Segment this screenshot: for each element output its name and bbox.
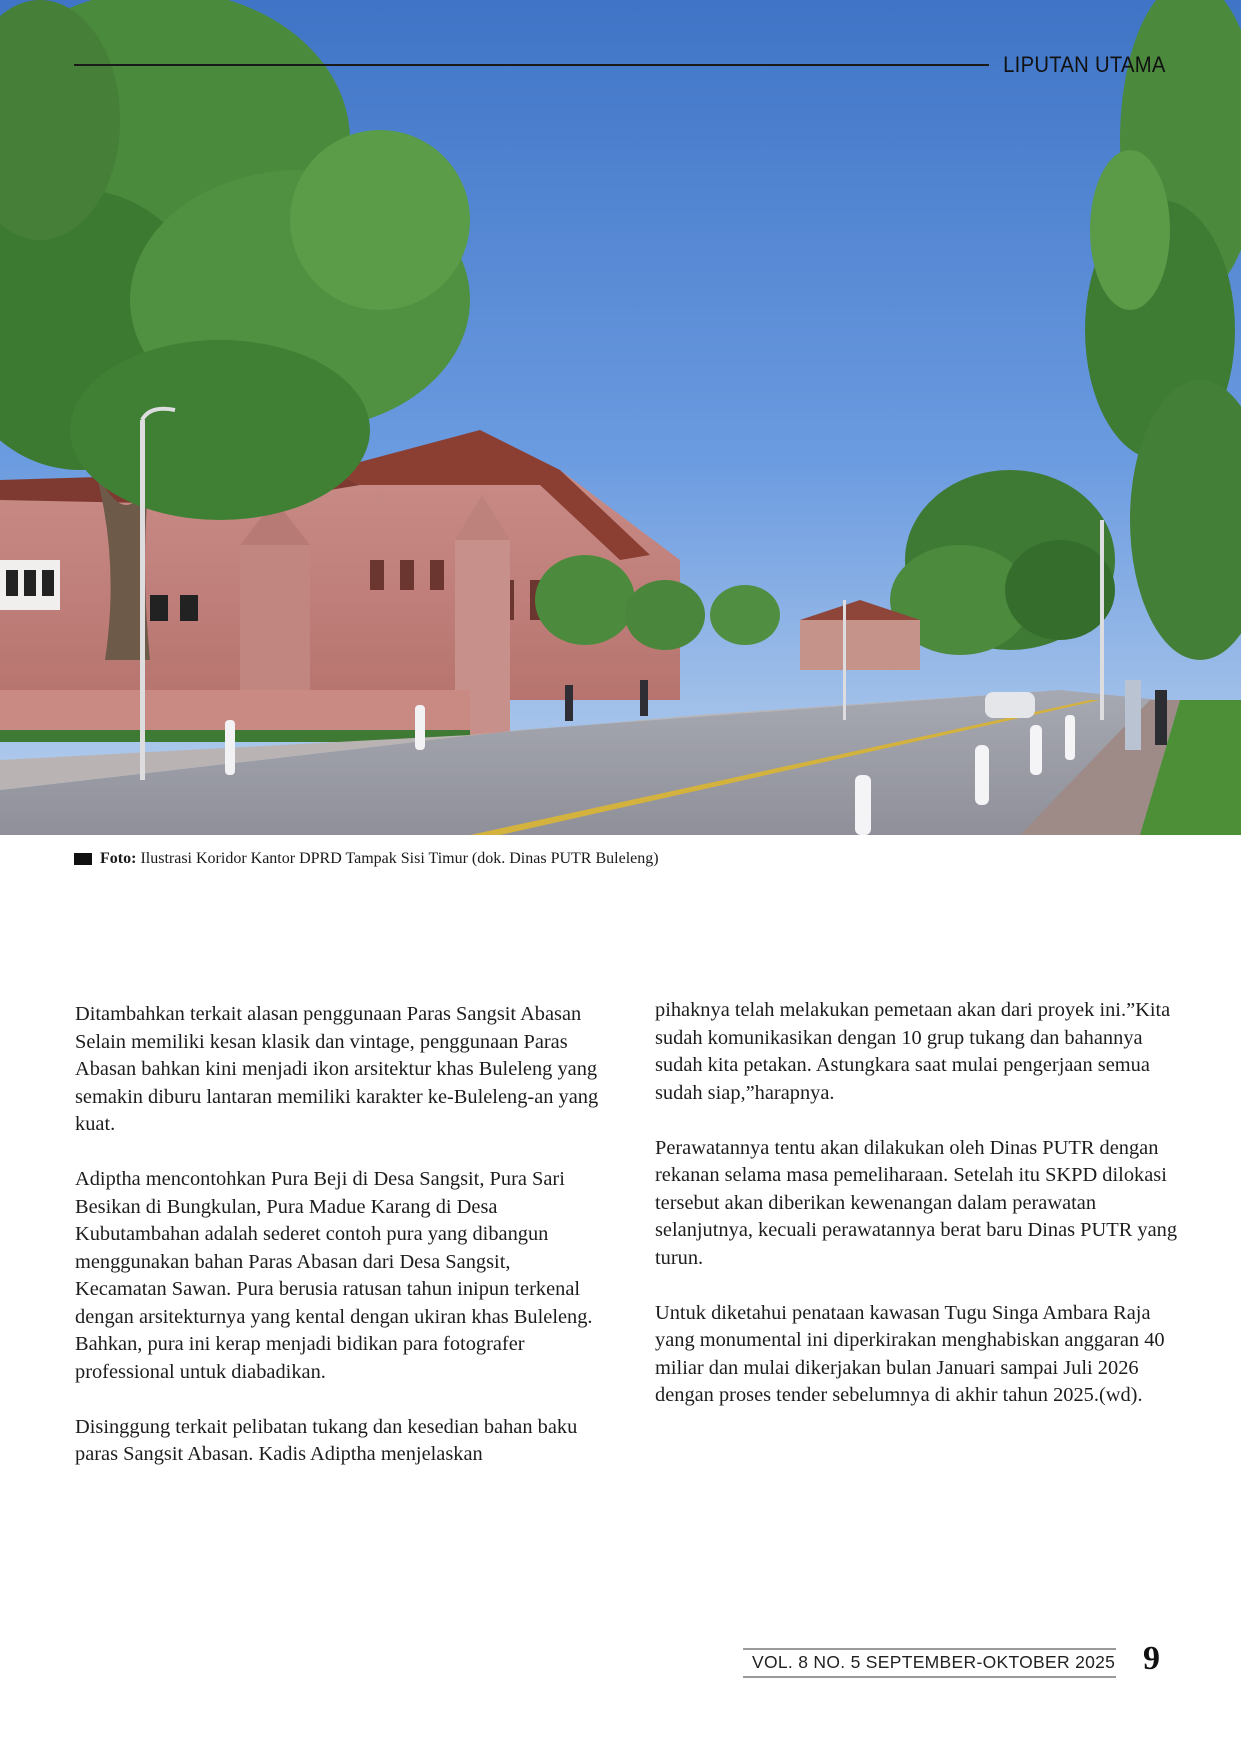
article-column-left: [75, 1001, 603, 1496]
header-rule: [74, 64, 989, 66]
footer-rule: [743, 1676, 1116, 1678]
paragraph: Untuk diketahui penataan kawasan Tugu Singa Ambara Raja yang monumental ini diperkirakan menghabiskan anggaran 40 miliar dan mulai dikerjakan bulan Januari sampai Juli 2026 dengan proses tender sebelumnya di akhir tahun 2025.(wd).: [655, 1301, 1165, 1406]
paragraph: pihaknya telah melakukan pemetaan akan dari proyek ini.”Kita sudah komunikasikan dengan 10 grup tukang dan bahannya sudah kita petakan. Astungkara saat mulai pengerjaan semua sudah siap,”harapnya.: [655, 999, 1171, 1104]
paragraph: Ditambahkan terkait alasan penggunaan Paras Sangsit Abasan Selain memiliki kesan klasik dan vintage, penggunaan Paras Abasan bahkan kini menjadi ikon arsitektur khas Buleleng yang semakin diburu lantaran memiliki karakter ke-Buleleng-an yang kuat.: [75, 1003, 599, 1135]
caption-marker-icon: [74, 853, 92, 865]
issue-info: VOL. 8 NO. 5 SEPTEMBER-OKTOBER 2025: [752, 1652, 1116, 1672]
paragraph: Perawatannya tentu akan dilakukan oleh Dinas PUTR dengan rekanan selama masa pemeliharaan. Setelah itu SKPD dilokasi tersebut akan diberikan kewenangan dalam perawatan selanjutnya, kecuali perawatannya berat baru Dinas PUTR yang turun.: [655, 1136, 1178, 1269]
section-label: LIPUTAN UTAMA: [1003, 52, 1166, 77]
corridor-illustration: [0, 0, 1241, 835]
page-number: 9: [1143, 1640, 1160, 1677]
caption-label: Foto:: [100, 850, 137, 867]
street-lamp: [140, 420, 145, 780]
candi-bentar-gate: [240, 545, 310, 715]
photo-caption: [74, 850, 659, 868]
article-column-right: [655, 997, 1183, 1437]
hero-photo: [0, 0, 1241, 835]
paragraph: Disinggung terkait pelibatan tukang dan kesedian bahan baku paras Sangsit Abasan. Kadis Adiptha menjelaskan: [75, 1415, 578, 1465]
car: [985, 692, 1035, 718]
footer-rule: [743, 1648, 1116, 1650]
caption-text: Ilustrasi Koridor Kantor DPRD Tampak Sisi Timur (dok. Dinas PUTR Buleleng): [140, 850, 659, 867]
paragraph: Adiptha mencontohkan Pura Beji di Desa Sangsit, Pura Sari Besikan di Bungkulan, Pura Madue Karang di Desa Kubutambahan adalah sederet contoh pura yang dibangun menggunakan bahan Paras Abasan dari Desa Sangsit, Kecamatan Sawan. Pura berusia ratusan tahun inipun terkenal dengan arsitekturnya yang kental dengan ukiran khas Buleleng. Bahkan, pura ini kerap menjadi bidikan para fotografer professional untuk diabadikan.: [75, 1168, 593, 1383]
